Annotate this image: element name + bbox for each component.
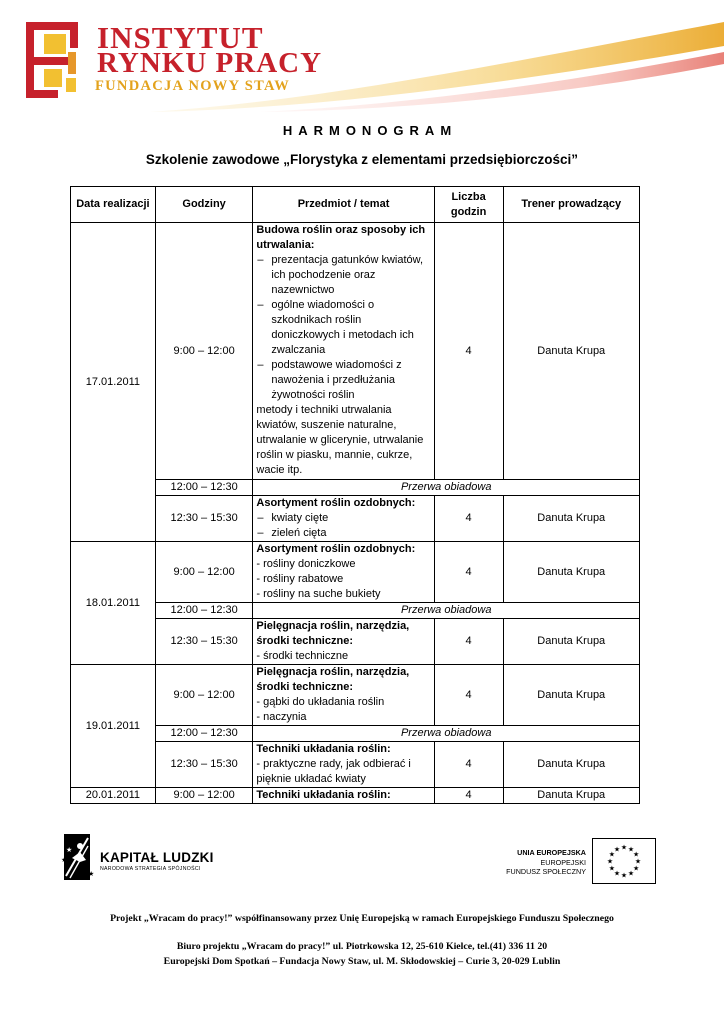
subject-heading: Pielęgnacja roślin, narzędzia, środki techniczne:	[256, 666, 410, 693]
logo-emblem-icon	[26, 22, 92, 100]
list-item: – prezentacja gatunków kwiatów, ich pochodzenie oraz nazewnictwo	[256, 253, 430, 298]
eu-star-icon: ★	[632, 864, 640, 873]
logo-line-rynku-pracy: RYNKU PRACY	[97, 47, 323, 79]
count-cell: 4	[435, 788, 504, 803]
break-row	[71, 603, 639, 619]
table-row	[71, 619, 639, 665]
hours-cell: 9:00 – 12:00	[156, 542, 254, 603]
break-row	[71, 480, 639, 496]
eu-star-icon: ★	[613, 869, 621, 878]
hours-cell: 9:00 – 12:00	[156, 223, 254, 480]
subject-list	[256, 253, 430, 403]
svg-text:★: ★	[88, 870, 95, 878]
table-row	[71, 223, 639, 480]
header-date: Data realizacji	[71, 187, 156, 223]
subject-cell	[253, 742, 434, 788]
kapital-ludzki-subtitle: NARODOWA STRATEGIA SPÓJNOŚCI	[100, 866, 201, 872]
subject-cell	[253, 542, 434, 603]
eu-star-icon: ★	[627, 869, 635, 878]
count-cell: 4	[435, 496, 504, 542]
hours-cell: 12:00 – 12:30	[156, 603, 254, 619]
header-count-label: Liczba godzin	[450, 190, 487, 218]
eu-star-icon: ★	[606, 857, 614, 866]
eu-star-icon: ★	[620, 843, 628, 852]
footer-partner-line: Europejski Dom Spotkań – Fundacja Nowy Staw, ul. M. Skłodowskiej – Curie 3, 20-029 Lublin	[163, 956, 561, 967]
trainer-cell: Danuta Krupa	[504, 542, 640, 603]
date-cell: 20.01.2011	[71, 788, 156, 803]
eu-star-icon: ★	[608, 850, 616, 859]
break-label: Przerwa obiadowa	[253, 726, 639, 742]
kapital-ludzki-logo	[56, 832, 226, 886]
schedule-table	[70, 186, 640, 804]
trainer-cell: Danuta Krupa	[504, 619, 640, 665]
subject-cell	[253, 665, 434, 726]
subject-heading: Asortyment roślin ozdobnych:	[256, 497, 416, 509]
eu-star-icon: ★	[632, 850, 640, 859]
footer-project-line: Projekt „Wracam do pracy!” współfinansowany przez Unię Europejską w ramach Europejskiego Funduszu Społecznego	[110, 913, 614, 924]
count-cell: 4	[435, 223, 504, 480]
kapital-ludzki-title: KAPITAŁ LUDZKI	[100, 850, 214, 865]
logo-line-instytut: INSTYTUT	[97, 20, 264, 55]
subject-cell	[253, 619, 434, 665]
kapital-ludzki-emblem-icon	[58, 832, 98, 884]
hours-cell: 12:30 – 15:30	[156, 496, 254, 542]
subject-cell: Techniki układania roślin:	[253, 788, 434, 803]
hours-cell: 12:30 – 15:30	[156, 619, 254, 665]
eu-line-2: EUROPEJSKI	[540, 858, 586, 867]
count-cell: 4	[435, 619, 504, 665]
subject-line: - rośliny doniczkowe	[256, 558, 356, 570]
subject-line: - gąbki do układania roślin	[256, 696, 385, 708]
count-cell: 4	[435, 542, 504, 603]
eu-line-3: FUNDUSZ SPOŁECZNY	[506, 867, 586, 876]
institute-logo	[0, 0, 724, 110]
eu-star-icon: ★	[620, 871, 628, 880]
subject-list	[256, 511, 430, 541]
subject-cell	[253, 223, 434, 480]
document-subtitle: Szkolenie zawodowe „Florystyka z elementami przedsiębiorczości”	[145, 152, 579, 167]
break-label: Przerwa obiadowa	[253, 480, 639, 496]
table-row	[71, 542, 639, 603]
date-cell: 18.01.2011	[71, 542, 156, 665]
date-cell: 19.01.2011	[71, 665, 156, 788]
eu-star-icon: ★	[608, 864, 616, 873]
logo-line-fundacja: FUNDACJA NOWY STAW	[95, 78, 290, 94]
eu-line-1: UNIA EUROPEJSKA	[517, 848, 586, 857]
subject-line: - naczynia	[256, 711, 307, 723]
hours-cell: 9:00 – 12:00	[156, 665, 254, 726]
header-count	[435, 187, 504, 223]
subject-cell	[253, 496, 434, 542]
count-cell: 4	[435, 742, 504, 788]
header-subject: Przedmiot / temat	[253, 187, 434, 223]
subject-line: - praktyczne rady, jak odbierać i pięknie układać kwiaty	[256, 758, 411, 785]
subject-heading: Techniki układania roślin:	[256, 743, 391, 755]
list-item: – zieleń cięta	[256, 526, 430, 541]
eu-star-icon: ★	[634, 857, 642, 866]
hours-cell: 12:30 – 15:30	[156, 742, 254, 788]
svg-text:★: ★	[61, 856, 68, 864]
hours-cell: 12:00 – 12:30	[156, 726, 254, 742]
eu-flag-icon	[592, 838, 656, 884]
footer-office-line: Biuro projektu „Wracam do pracy!” ul. Piotrkowska 12, 25-610 Kielce, tel.(41) 336 11 20	[176, 941, 548, 952]
table-row	[71, 665, 639, 726]
subject-heading: Budowa roślin oraz sposoby ich utrwalania:	[256, 224, 426, 251]
hours-cell: 12:00 – 12:30	[156, 480, 254, 496]
table-header-row	[71, 187, 639, 223]
svg-text:★: ★	[66, 846, 73, 854]
subject-heading: Asortyment roślin ozdobnych:	[256, 543, 416, 555]
date-cell: 17.01.2011	[71, 223, 156, 542]
eu-efs-logo	[500, 838, 660, 888]
trainer-cell: Danuta Krupa	[504, 496, 640, 542]
table-row	[71, 742, 639, 788]
document-title: HARMONOGRAM	[282, 123, 458, 138]
subject-line: - rośliny rabatowe	[256, 573, 344, 585]
trainer-cell: Danuta Krupa	[504, 223, 640, 480]
eu-star-icon: ★	[613, 845, 621, 854]
eu-star-icon: ★	[627, 845, 635, 854]
break-row	[71, 726, 639, 742]
header-trainer: Trener prowadzący	[504, 187, 640, 223]
trainer-cell: Danuta Krupa	[537, 789, 606, 801]
table-row	[71, 788, 639, 803]
subject-line: - rośliny na suche bukiety	[256, 588, 381, 600]
trainer-cell: Danuta Krupa	[504, 665, 640, 726]
trainer-cell: Danuta Krupa	[504, 742, 640, 788]
count-cell: 4	[435, 665, 504, 726]
subject-heading: Pielęgnacja roślin, narzędzia, środki techniczne:	[256, 620, 410, 647]
subject-line: - środki techniczne	[256, 650, 349, 662]
hours-cell: 9:00 – 12:00	[156, 788, 254, 803]
list-item: – ogólne wiadomości o szkodnikach roślin doniczkowych i metodach ich zwalczania	[256, 298, 430, 358]
table-row	[71, 496, 639, 542]
list-item: – kwiaty cięte	[256, 511, 430, 526]
list-item: – podstawowe wiadomości z nawożenia i przedłużania żywotności roślin	[256, 358, 430, 403]
header-hours: Godziny	[156, 187, 254, 223]
break-label: Przerwa obiadowa	[253, 603, 639, 619]
subject-extra: metody i techniki utrwalania kwiatów, suszenie naturalne, utrwalanie w glicerynie, utrwalanie roślin w piasku, mannie, cukrze, wacie itp.	[256, 404, 424, 476]
